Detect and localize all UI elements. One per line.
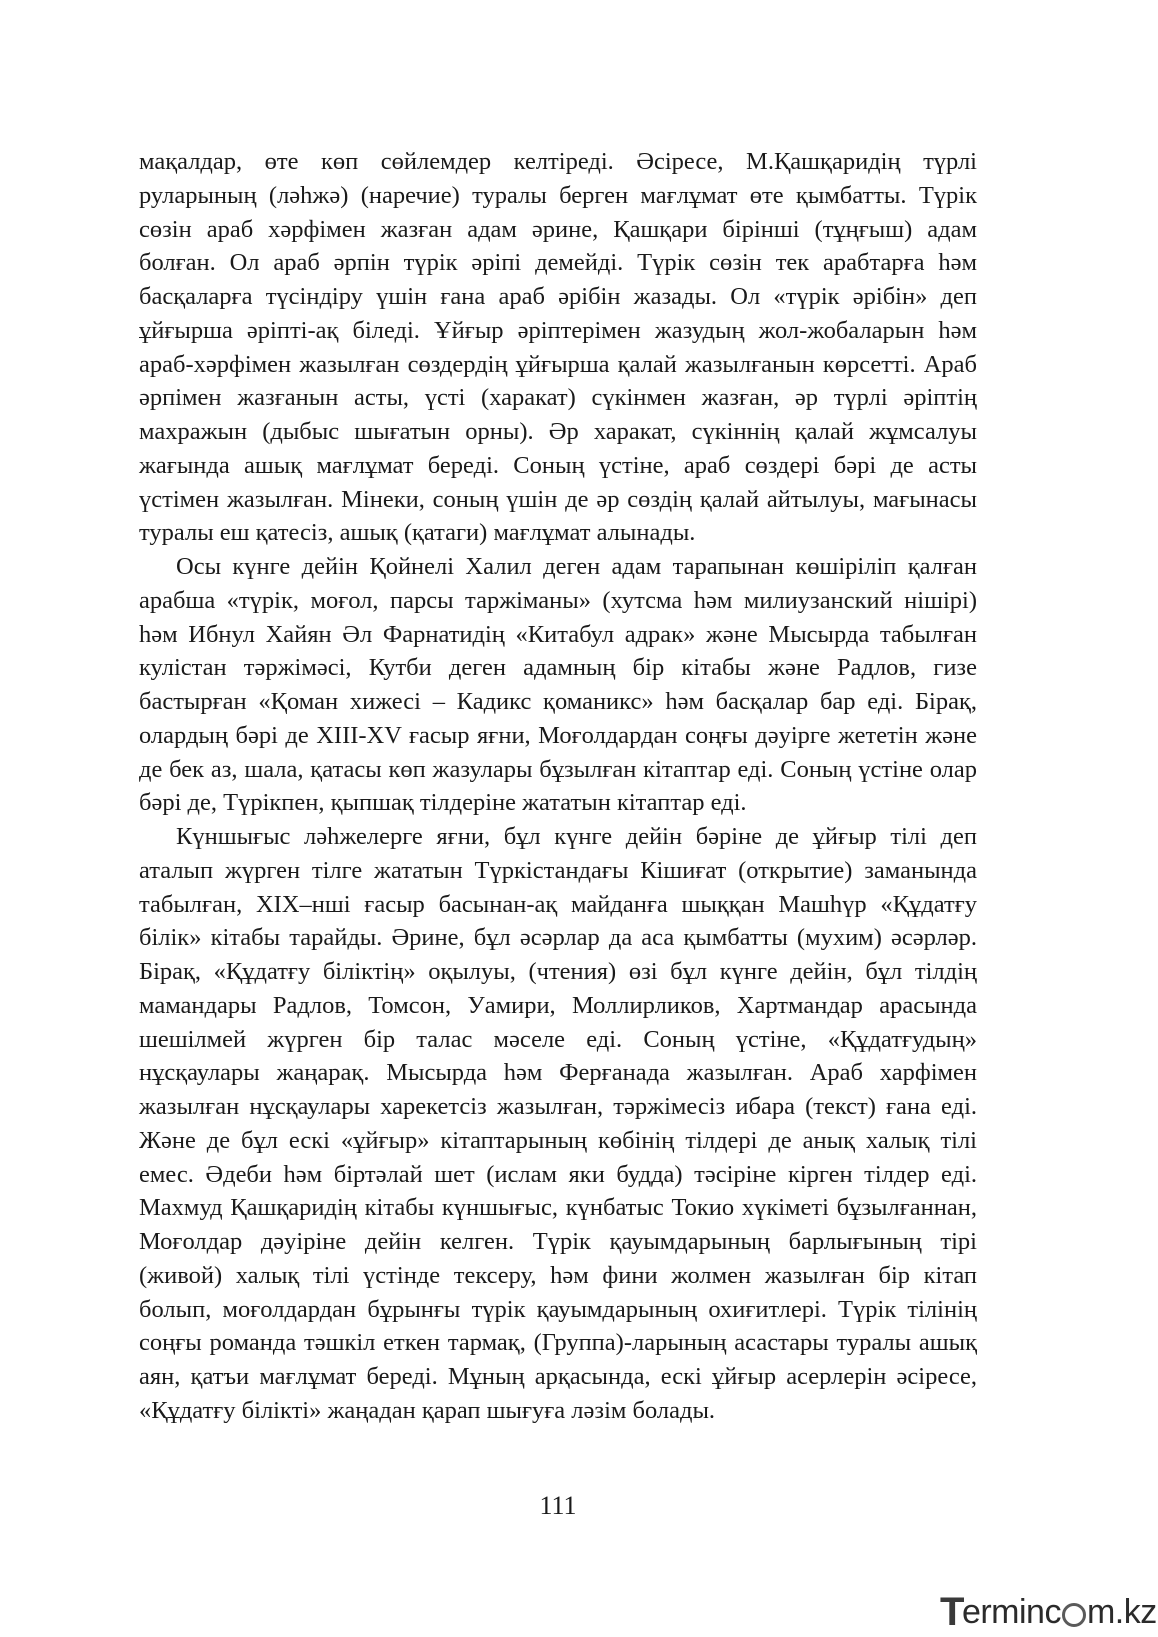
paragraph-1: мақалдар, өте көп сөйлемдер келтіреді. Әсіресе, М.Қашқаридің түрлі руларының (ләһжә) (наречие) туралы берген мағлұмат өте қымбатты. Түрік сөзін араб хәрфімен жазған адам әрине, Қашқари бірінші (тұңғыш) адам болған. Ол араб әрпін түрік әріпі демейді. Түрік сөзін тек арабтарға һәм басқаларға түсіндіру үшін ғана араб әрібін жазады. Ол «түрік әрібін» деп ұйғырша әріпті-ақ біледі. Ұйғыр әріптерімен жазудың жол-жобаларын һәм араб-хәрфімен жазылған сөздердің ұйғырша қалай жазылғанын көрсетті. Араб әрпімен жазғанын асты, үсті (харакат) сүкінмен жазған, әр түрлі әріптің махражын (дыбыс шығатын орны). Әр харакат, сүкіннің қалай жұмсалуы жағында ашық мағлұмат береді. Соның үстіне, араб сөздері бәрі де асты үстімен жазылған. Мінеки, соның үшін де әр сөздің қалай айтылуы, мағынасы туралы еш қатесіз, ашық (қатаги) мағлұмат алынады. <box>139 148 977 547</box>
body-text <box>139 145 977 1428</box>
watermark-ring-icon <box>1062 1603 1086 1627</box>
watermark-text-part1: erminc <box>961 1592 1061 1631</box>
watermark-initial: T <box>940 1589 964 1634</box>
paragraph-2: Осы күнге дейін Қойнелі Халил деген адам тарапынан көшіріліп қалған арабша «түрік, моғол, парсы таржіманы» (хутсма һәм милиузанский нішірі) һәм Ибнул Хайян Әл Фарнатидің «Китабул адрак» және Мысырда табылған кулістан тәржімәсі, Кутби деген адамның бір кітабы және Радлов, гизе бастырған «Қоман хижесі – Кадикс қоманикс» һәм басқалар бар еді. Бірақ, олардың бәрі де XIII-XV ғасыр яғни, Моғолдардан соңғы дәуірге жететін және де бек аз, шала, қатасы көп жазулары бұзылған кітаптар еді. Соның үстіне олар бәрі де, Түрікпен, қыпшақ тілдеріне жататын кітаптар еді. <box>139 553 977 817</box>
watermark-logo <box>940 1589 1157 1634</box>
watermark-text-part2: m.kz <box>1086 1592 1157 1631</box>
page-number: 111 <box>539 1491 577 1520</box>
paragraph-3: Күншығыс ләһжелерге яғни, бұл күнге дейін бәріне де ұйғыр тілі деп аталып жүрген тілге жататын Түркістандағы Кішиғат (открытие) заманында табылған, XIX–нші ғасыр басынан-ақ майданға шыққан Машһүр «Құдатғу білік» кітабы тарайды. Әрине, бұл әсәрлар да аса қымбатты (мухим) әсәрләр. Бірақ, «Құдатғу біліктің» оқылуы, (чтения) өзі бұл күнге дейін, бұл тілдің мамандары Радлов, Томсон, Уамири, Моллирликов, Хартмандар арасында шешілмей жүрген бір талас мәселе еді. Соның үстіне, «Құдатғудың» нұсқаулары жаңарақ. Мысырда һәм Ферғанада жазылған. Араб харфімен жазылған нұсқаулары харекетсіз жазылған, тәржімесіз ибара (текст) ғана еді. Және де бұл ескі «ұйғыр» кітаптарының көбінің тілдері де анық халық тілі емес. Әдеби һәм біртәлай шет (ислам яки будда) тәсіріне кірген тілдер еді. Махмуд Қашқаридің кітабы күншығыс, күнбатыс Токио хүкіметі бұзылғаннан, Моғолдар дәуіріне дейін келген. Түрік қауымдарының барлығының тірі (живой) халық тілі үстінде тексеру, һәм фини жолмен жазылған бір кітап болып, моғолдардан бұрынғы түрік қауымдарының охиғитлері. Түрік тілінің соңғы романда тәшкіл еткен тармақ, (Группа)-ларының асастары туралы ашық аян, қатъи мағлұмат береді. Мұның арқасында, ескі ұйғыр асерлерін әсіресе, «Құдатғу білікті» жаңадан қарап шығуға ләзім болады. <box>139 823 977 1424</box>
